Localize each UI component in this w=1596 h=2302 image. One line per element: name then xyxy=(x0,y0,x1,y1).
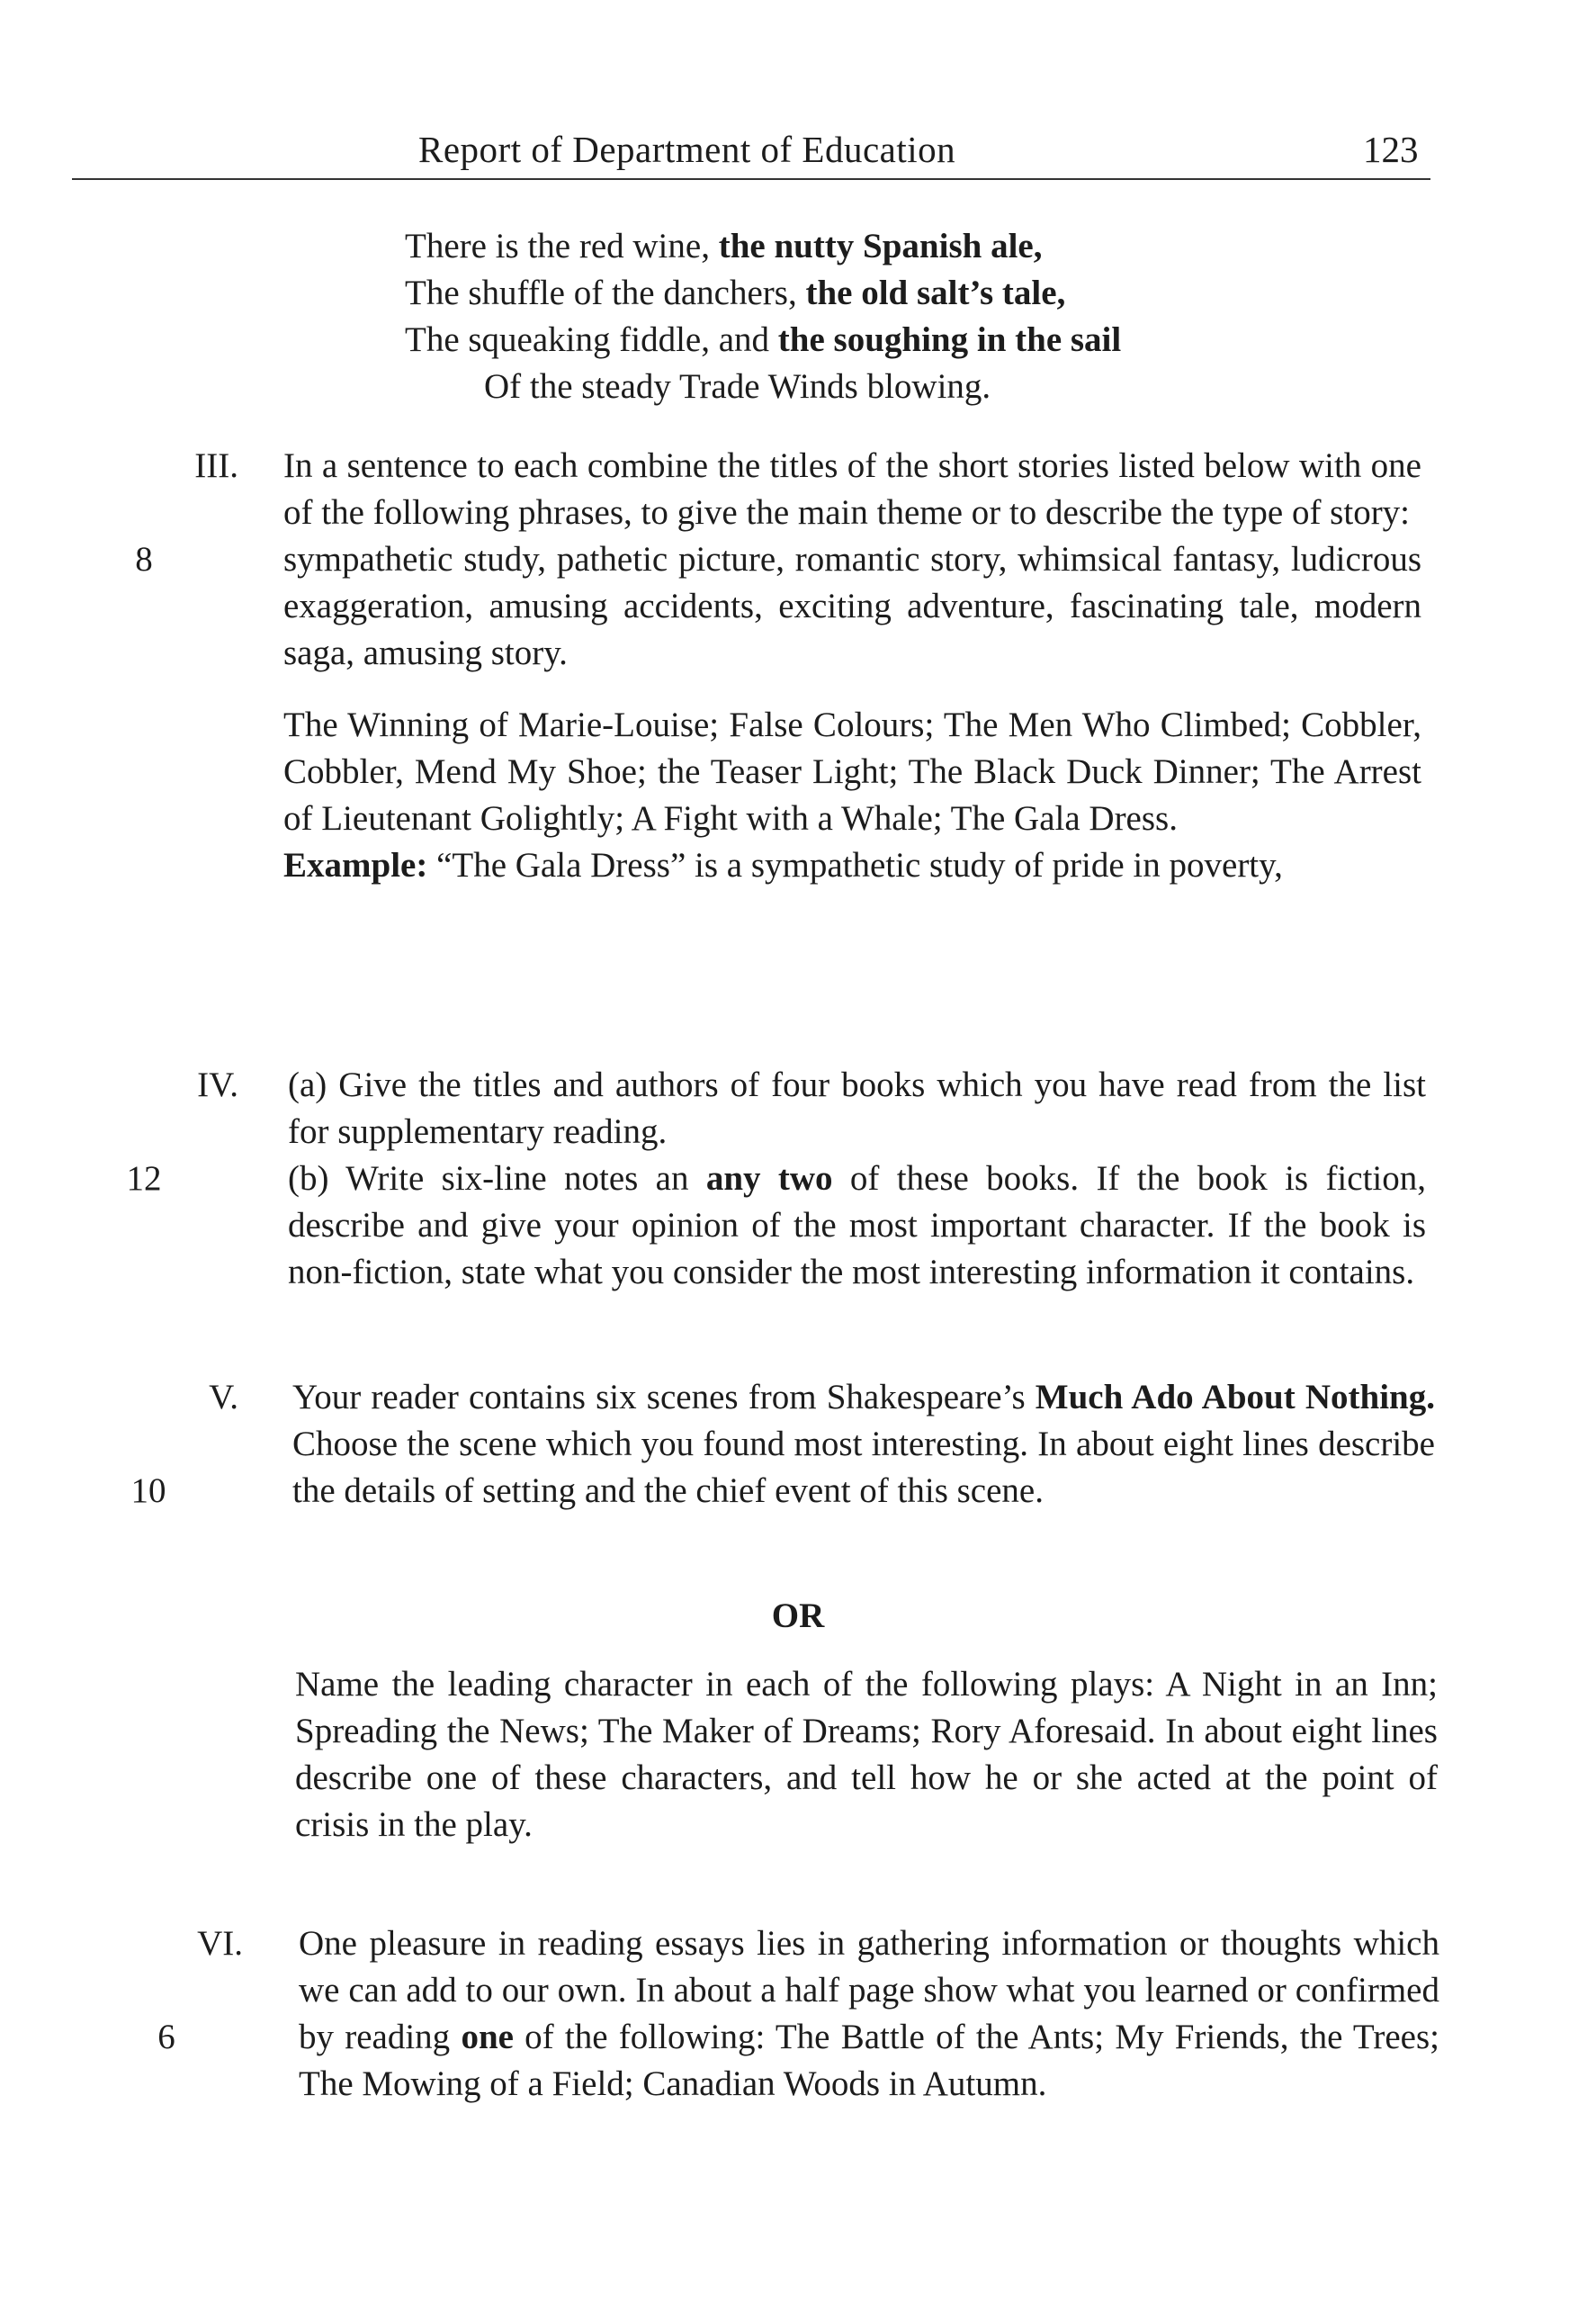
verse-line: There is the red wine, the nutty Spanish ale, xyxy=(405,227,1043,265)
question-body xyxy=(288,1062,1426,1296)
header-rule xyxy=(72,178,1430,180)
part-b: (b) Write six-line notes an any two of these books. If the book is fiction, describe and give your opinion of the most important character. If the book is non-fiction, state what you consider the most interesting information it contains. xyxy=(288,1159,1426,1291)
story-titles: The Winning of Marie-Louise; False Colours; The Men Who Climbed; Cobbler, Cobbler, Mend My Shoe; the Teaser Light; The Black Duck Dinner; The Arrest of Lieutenant Golightly; A Fight with a Whale; The Gala Dress. xyxy=(283,706,1421,838)
question-marks: 6 xyxy=(157,2018,175,2056)
running-title: Report of Department of Education xyxy=(418,129,956,170)
question-marks: 10 xyxy=(130,1471,166,1510)
alternative-text: Name the leading character in each of the following plays: A Night in an Inn; Spreading the News; The Maker of Dreams; Rory Aforesaid. In about eight lines describe one of these characters, and tell how he or she acted at the point of crisis in the play. xyxy=(295,1665,1438,1844)
example: Example: “The Gala Dress” is a sympathetic study of pride in poverty, xyxy=(283,846,1283,885)
verse-line: The shuffle of the danchers, the old salt’s tale, xyxy=(405,274,1066,312)
verse-line: The squeaking fiddle, and the soughing in the sail xyxy=(405,320,1122,359)
question-number: III. xyxy=(194,446,238,485)
question-body xyxy=(299,1920,1439,2108)
question-number: VI. xyxy=(197,1924,243,1963)
question-body xyxy=(292,1374,1435,1515)
question-body xyxy=(283,443,1421,889)
question-text: One pleasure in reading essays lies in gathering information or thoughts which we can add to our own. In about a half page show what you learned or confirmed by reading one of the following: The Battle of the Ants; My Friends, the Trees; The Mowing of a Field; Canadian Woods in Autumn. xyxy=(299,1924,1439,2103)
instruction-text: In a sentence to each combine the titles of the short stories listed below with one of the following phrases, to give the main theme or to describe the type of story: xyxy=(283,446,1421,532)
page-header xyxy=(72,126,1430,182)
play-title: Much Ado About Nothing. xyxy=(1035,1378,1435,1416)
example-label: Example: xyxy=(283,846,428,885)
question-text: Your reader contains six scenes from Shakespeare’s Much Ado About Nothing. Choose the scene which you found most interesting. In about eight lines describe the details of setting and the chief event of this scene. xyxy=(292,1378,1435,1510)
part-a: (a) Give the titles and authors of four books which you have read from the list for supplementary reading. xyxy=(288,1066,1426,1151)
verse-stanza xyxy=(405,223,1484,410)
question-marks: 8 xyxy=(135,540,153,579)
question-marks: 12 xyxy=(126,1159,162,1198)
verse-line: Of the steady Trade Winds blowing. xyxy=(484,367,991,406)
question-number: V. xyxy=(209,1378,238,1416)
or-divider: OR xyxy=(771,1596,825,1635)
phrase-list: sympathetic study, pathetic picture, romantic story, whimsical fantasy, ludicrous exaggeration, amusing accidents, exciting adventure, fascinating tale, modern saga, amusing story. xyxy=(283,540,1421,672)
page-number: 123 xyxy=(1363,129,1419,170)
question-number: IV. xyxy=(197,1066,238,1104)
